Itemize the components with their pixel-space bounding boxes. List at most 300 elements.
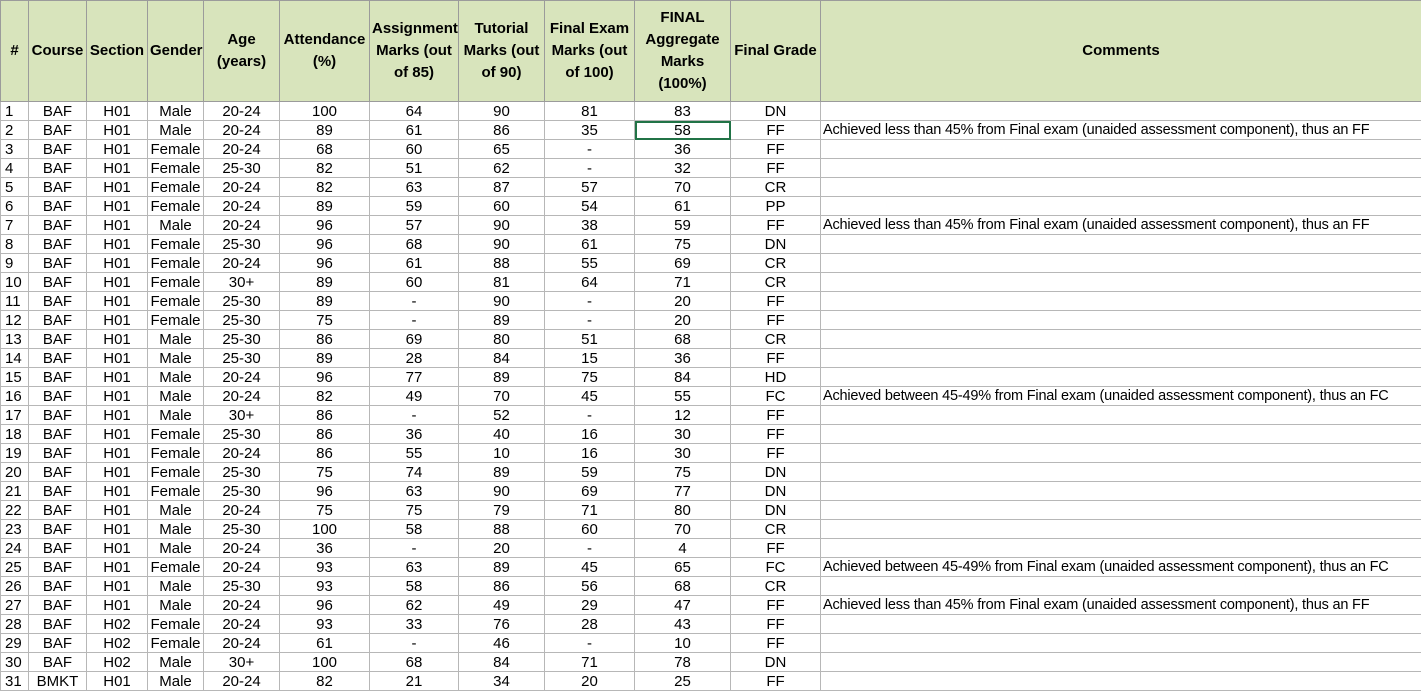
cell-attendance[interactable]: 100 — [280, 653, 370, 672]
cell-aggregate[interactable]: 4 — [635, 539, 731, 558]
cell-grade[interactable]: DN — [731, 102, 821, 121]
cell-no[interactable]: 28 — [1, 615, 29, 634]
cell-age[interactable]: 25-30 — [204, 349, 280, 368]
cell-section[interactable]: H02 — [87, 615, 148, 634]
cell-tutorial[interactable]: 10 — [459, 444, 545, 463]
cell-aggregate[interactable]: 20 — [635, 292, 731, 311]
cell-section[interactable]: H02 — [87, 634, 148, 653]
cell-tutorial[interactable]: 81 — [459, 273, 545, 292]
cell-aggregate[interactable]: 36 — [635, 140, 731, 159]
cell-age[interactable]: 30+ — [204, 653, 280, 672]
cell-tutorial[interactable]: 46 — [459, 634, 545, 653]
cell-assignment[interactable]: - — [370, 311, 459, 330]
cell-course[interactable]: BAF — [29, 406, 87, 425]
cell-aggregate[interactable]: 65 — [635, 558, 731, 577]
cell-grade[interactable]: FC — [731, 558, 821, 577]
cell-comments[interactable] — [821, 444, 1421, 463]
cell-grade[interactable]: FF — [731, 406, 821, 425]
cell-assignment[interactable]: 51 — [370, 159, 459, 178]
cell-attendance[interactable]: 93 — [280, 558, 370, 577]
cell-final-exam[interactable]: 54 — [545, 197, 635, 216]
cell-age[interactable]: 20-24 — [204, 197, 280, 216]
cell-grade[interactable]: FF — [731, 349, 821, 368]
cell-age[interactable]: 20-24 — [204, 368, 280, 387]
cell-assignment[interactable]: 33 — [370, 615, 459, 634]
cell-comments[interactable] — [821, 140, 1421, 159]
cell-attendance[interactable]: 96 — [280, 254, 370, 273]
cell-final-exam[interactable]: 71 — [545, 501, 635, 520]
cell-no[interactable]: 21 — [1, 482, 29, 501]
cell-comments[interactable] — [821, 349, 1421, 368]
cell-aggregate[interactable]: 61 — [635, 197, 731, 216]
cell-no[interactable]: 31 — [1, 672, 29, 691]
cell-comments[interactable] — [821, 197, 1421, 216]
cell-gender[interactable]: Female — [148, 197, 204, 216]
cell-tutorial[interactable]: 88 — [459, 520, 545, 539]
cell-no[interactable]: 26 — [1, 577, 29, 596]
cell-section[interactable]: H01 — [87, 596, 148, 615]
cell-course[interactable]: BAF — [29, 501, 87, 520]
cell-course[interactable]: BAF — [29, 311, 87, 330]
cell-no[interactable]: 19 — [1, 444, 29, 463]
cell-section[interactable]: H01 — [87, 159, 148, 178]
cell-attendance[interactable]: 100 — [280, 102, 370, 121]
cell-tutorial[interactable]: 86 — [459, 121, 545, 140]
cell-no[interactable]: 8 — [1, 235, 29, 254]
cell-final-exam[interactable]: 71 — [545, 653, 635, 672]
cell-final-exam[interactable]: 28 — [545, 615, 635, 634]
cell-section[interactable]: H01 — [87, 102, 148, 121]
cell-assignment[interactable]: - — [370, 292, 459, 311]
cell-assignment[interactable]: 21 — [370, 672, 459, 691]
cell-attendance[interactable]: 93 — [280, 615, 370, 634]
cell-attendance[interactable]: 96 — [280, 235, 370, 254]
cell-final-exam[interactable]: - — [545, 159, 635, 178]
cell-section[interactable]: H01 — [87, 387, 148, 406]
cell-course[interactable]: BAF — [29, 520, 87, 539]
cell-gender[interactable]: Male — [148, 387, 204, 406]
cell-final-exam[interactable]: 29 — [545, 596, 635, 615]
cell-section[interactable]: H01 — [87, 482, 148, 501]
cell-attendance[interactable]: 82 — [280, 178, 370, 197]
cell-section[interactable]: H01 — [87, 501, 148, 520]
header-final-exam[interactable]: Final Exam Marks (out of 100) — [545, 1, 635, 102]
cell-tutorial[interactable]: 40 — [459, 425, 545, 444]
cell-assignment[interactable]: 75 — [370, 501, 459, 520]
cell-no[interactable]: 4 — [1, 159, 29, 178]
cell-aggregate[interactable]: 47 — [635, 596, 731, 615]
cell-assignment[interactable]: 77 — [370, 368, 459, 387]
cell-final-exam[interactable]: 20 — [545, 672, 635, 691]
cell-tutorial[interactable]: 89 — [459, 368, 545, 387]
cell-final-exam[interactable]: 45 — [545, 558, 635, 577]
cell-assignment[interactable]: 49 — [370, 387, 459, 406]
header-grade[interactable]: Final Grade — [731, 1, 821, 102]
cell-age[interactable]: 20-24 — [204, 615, 280, 634]
cell-tutorial[interactable]: 20 — [459, 539, 545, 558]
cell-no[interactable]: 3 — [1, 140, 29, 159]
cell-attendance[interactable]: 89 — [280, 292, 370, 311]
cell-grade[interactable]: FF — [731, 539, 821, 558]
cell-course[interactable]: BAF — [29, 368, 87, 387]
cell-final-exam[interactable]: 61 — [545, 235, 635, 254]
cell-assignment[interactable]: 55 — [370, 444, 459, 463]
cell-aggregate[interactable]: 55 — [635, 387, 731, 406]
cell-attendance[interactable]: 93 — [280, 577, 370, 596]
cell-assignment[interactable]: 68 — [370, 235, 459, 254]
cell-comments[interactable] — [821, 178, 1421, 197]
cell-no[interactable]: 30 — [1, 653, 29, 672]
cell-gender[interactable]: Male — [148, 102, 204, 121]
cell-aggregate[interactable]: 25 — [635, 672, 731, 691]
cell-comments[interactable] — [821, 653, 1421, 672]
cell-gender[interactable]: Male — [148, 653, 204, 672]
cell-tutorial[interactable]: 90 — [459, 235, 545, 254]
cell-section[interactable]: H01 — [87, 444, 148, 463]
cell-aggregate[interactable]: 10 — [635, 634, 731, 653]
cell-age[interactable]: 30+ — [204, 406, 280, 425]
header-gender[interactable]: Gender — [148, 1, 204, 102]
cell-gender[interactable]: Female — [148, 482, 204, 501]
cell-attendance[interactable]: 86 — [280, 425, 370, 444]
cell-aggregate[interactable]: 68 — [635, 330, 731, 349]
cell-attendance[interactable]: 89 — [280, 121, 370, 140]
cell-grade[interactable]: FF — [731, 634, 821, 653]
cell-tutorial[interactable]: 65 — [459, 140, 545, 159]
cell-grade[interactable]: FC — [731, 387, 821, 406]
cell-course[interactable]: BAF — [29, 539, 87, 558]
cell-gender[interactable]: Female — [148, 254, 204, 273]
cell-grade[interactable]: CR — [731, 273, 821, 292]
cell-assignment[interactable]: - — [370, 634, 459, 653]
cell-aggregate[interactable]: 75 — [635, 235, 731, 254]
cell-attendance[interactable]: 82 — [280, 159, 370, 178]
cell-tutorial[interactable]: 34 — [459, 672, 545, 691]
cell-gender[interactable]: Female — [148, 273, 204, 292]
cell-section[interactable]: H01 — [87, 425, 148, 444]
cell-attendance[interactable]: 96 — [280, 216, 370, 235]
cell-age[interactable]: 20-24 — [204, 121, 280, 140]
cell-no[interactable]: 27 — [1, 596, 29, 615]
cell-no[interactable]: 12 — [1, 311, 29, 330]
cell-course[interactable]: BAF — [29, 482, 87, 501]
cell-course[interactable]: BAF — [29, 634, 87, 653]
cell-no[interactable]: 5 — [1, 178, 29, 197]
header-tutorial[interactable]: Tutorial Marks (out of 90) — [459, 1, 545, 102]
cell-comments[interactable] — [821, 520, 1421, 539]
cell-course[interactable]: BAF — [29, 197, 87, 216]
cell-assignment[interactable]: 74 — [370, 463, 459, 482]
cell-comments[interactable] — [821, 634, 1421, 653]
cell-final-exam[interactable]: 51 — [545, 330, 635, 349]
cell-attendance[interactable]: 75 — [280, 311, 370, 330]
cell-aggregate[interactable]: 68 — [635, 577, 731, 596]
cell-age[interactable]: 20-24 — [204, 558, 280, 577]
cell-no[interactable]: 25 — [1, 558, 29, 577]
cell-aggregate[interactable]: 32 — [635, 159, 731, 178]
cell-course[interactable]: BAF — [29, 235, 87, 254]
cell-grade[interactable]: DN — [731, 501, 821, 520]
cell-attendance[interactable]: 86 — [280, 330, 370, 349]
cell-final-exam[interactable]: - — [545, 311, 635, 330]
cell-aggregate[interactable]: 83 — [635, 102, 731, 121]
header-no[interactable]: # — [1, 1, 29, 102]
cell-course[interactable]: BAF — [29, 178, 87, 197]
cell-tutorial[interactable]: 84 — [459, 653, 545, 672]
cell-gender[interactable]: Male — [148, 406, 204, 425]
cell-section[interactable]: H01 — [87, 330, 148, 349]
cell-gender[interactable]: Male — [148, 216, 204, 235]
cell-section[interactable]: H01 — [87, 235, 148, 254]
cell-aggregate[interactable]: 30 — [635, 425, 731, 444]
cell-course[interactable]: BAF — [29, 254, 87, 273]
cell-section[interactable]: H01 — [87, 178, 148, 197]
cell-course[interactable]: BAF — [29, 349, 87, 368]
cell-comments[interactable] — [821, 330, 1421, 349]
cell-no[interactable]: 24 — [1, 539, 29, 558]
cell-gender[interactable]: Female — [148, 444, 204, 463]
cell-gender[interactable]: Female — [148, 311, 204, 330]
cell-assignment[interactable]: - — [370, 406, 459, 425]
cell-grade[interactable]: FF — [731, 121, 821, 140]
cell-grade[interactable]: CR — [731, 330, 821, 349]
cell-comments[interactable]: Achieved between 45-49% from Final exam (unaided assessment component), thus an FC — [821, 387, 1421, 406]
cell-assignment[interactable]: 63 — [370, 482, 459, 501]
cell-attendance[interactable]: 68 — [280, 140, 370, 159]
cell-age[interactable]: 30+ — [204, 273, 280, 292]
cell-assignment[interactable]: 60 — [370, 273, 459, 292]
cell-course[interactable]: BMKT — [29, 672, 87, 691]
cell-gender[interactable]: Male — [148, 368, 204, 387]
cell-gender[interactable]: Male — [148, 501, 204, 520]
cell-course[interactable]: BAF — [29, 216, 87, 235]
cell-comments[interactable] — [821, 577, 1421, 596]
cell-age[interactable]: 20-24 — [204, 444, 280, 463]
cell-gender[interactable]: Female — [148, 159, 204, 178]
cell-assignment[interactable]: 64 — [370, 102, 459, 121]
cell-comments[interactable] — [821, 501, 1421, 520]
cell-gender[interactable]: Male — [148, 520, 204, 539]
cell-age[interactable]: 20-24 — [204, 254, 280, 273]
cell-age[interactable]: 25-30 — [204, 577, 280, 596]
cell-course[interactable]: BAF — [29, 615, 87, 634]
cell-age[interactable]: 25-30 — [204, 425, 280, 444]
cell-comments[interactable] — [821, 368, 1421, 387]
cell-comments[interactable] — [821, 102, 1421, 121]
cell-final-exam[interactable]: 15 — [545, 349, 635, 368]
cell-tutorial[interactable]: 80 — [459, 330, 545, 349]
cell-aggregate[interactable]: 30 — [635, 444, 731, 463]
cell-no[interactable]: 11 — [1, 292, 29, 311]
cell-age[interactable]: 20-24 — [204, 672, 280, 691]
cell-assignment[interactable]: 58 — [370, 520, 459, 539]
cell-comments[interactable]: Achieved less than 45% from Final exam (unaided assessment component), thus an FF — [821, 216, 1421, 235]
cell-aggregate[interactable]: 12 — [635, 406, 731, 425]
cell-comments[interactable] — [821, 311, 1421, 330]
cell-section[interactable]: H01 — [87, 121, 148, 140]
cell-attendance[interactable]: 96 — [280, 368, 370, 387]
cell-tutorial[interactable]: 84 — [459, 349, 545, 368]
cell-course[interactable]: BAF — [29, 273, 87, 292]
cell-course[interactable]: BAF — [29, 330, 87, 349]
cell-grade[interactable]: DN — [731, 235, 821, 254]
cell-grade[interactable]: CR — [731, 178, 821, 197]
cell-tutorial[interactable]: 89 — [459, 558, 545, 577]
cell-age[interactable]: 20-24 — [204, 140, 280, 159]
cell-final-exam[interactable]: 59 — [545, 463, 635, 482]
cell-tutorial[interactable]: 88 — [459, 254, 545, 273]
cell-course[interactable]: BAF — [29, 121, 87, 140]
cell-assignment[interactable]: 69 — [370, 330, 459, 349]
cell-gender[interactable]: Female — [148, 558, 204, 577]
cell-final-exam[interactable]: 38 — [545, 216, 635, 235]
cell-attendance[interactable]: 86 — [280, 406, 370, 425]
cell-final-exam[interactable]: 60 — [545, 520, 635, 539]
cell-grade[interactable]: HD — [731, 368, 821, 387]
cell-course[interactable]: BAF — [29, 596, 87, 615]
cell-comments[interactable] — [821, 159, 1421, 178]
cell-aggregate[interactable]: 43 — [635, 615, 731, 634]
cell-course[interactable]: BAF — [29, 292, 87, 311]
cell-final-exam[interactable]: 35 — [545, 121, 635, 140]
cell-aggregate[interactable]: 75 — [635, 463, 731, 482]
cell-comments[interactable] — [821, 235, 1421, 254]
cell-age[interactable]: 25-30 — [204, 235, 280, 254]
cell-tutorial[interactable]: 89 — [459, 463, 545, 482]
cell-attendance[interactable]: 82 — [280, 387, 370, 406]
cell-tutorial[interactable]: 52 — [459, 406, 545, 425]
cell-age[interactable]: 25-30 — [204, 311, 280, 330]
cell-age[interactable]: 25-30 — [204, 520, 280, 539]
cell-tutorial[interactable]: 62 — [459, 159, 545, 178]
cell-section[interactable]: H01 — [87, 197, 148, 216]
cell-aggregate[interactable]: 71 — [635, 273, 731, 292]
cell-section[interactable]: H01 — [87, 368, 148, 387]
cell-course[interactable]: BAF — [29, 140, 87, 159]
cell-comments[interactable] — [821, 406, 1421, 425]
cell-tutorial[interactable]: 60 — [459, 197, 545, 216]
cell-tutorial[interactable]: 89 — [459, 311, 545, 330]
cell-attendance[interactable]: 89 — [280, 197, 370, 216]
cell-attendance[interactable]: 75 — [280, 463, 370, 482]
cell-section[interactable]: H01 — [87, 463, 148, 482]
cell-no[interactable]: 2 — [1, 121, 29, 140]
cell-assignment[interactable]: 62 — [370, 596, 459, 615]
cell-grade[interactable]: FF — [731, 216, 821, 235]
cell-grade[interactable]: FF — [731, 596, 821, 615]
cell-assignment[interactable]: 28 — [370, 349, 459, 368]
cell-comments[interactable] — [821, 292, 1421, 311]
cell-attendance[interactable]: 75 — [280, 501, 370, 520]
cell-section[interactable]: H01 — [87, 292, 148, 311]
cell-comments[interactable] — [821, 672, 1421, 691]
cell-assignment[interactable]: 59 — [370, 197, 459, 216]
cell-attendance[interactable]: 100 — [280, 520, 370, 539]
cell-assignment[interactable]: 58 — [370, 577, 459, 596]
cell-section[interactable]: H01 — [87, 520, 148, 539]
cell-no[interactable]: 18 — [1, 425, 29, 444]
cell-gender[interactable]: Male — [148, 349, 204, 368]
cell-grade[interactable]: CR — [731, 577, 821, 596]
cell-age[interactable]: 20-24 — [204, 596, 280, 615]
cell-tutorial[interactable]: 87 — [459, 178, 545, 197]
cell-final-exam[interactable]: 56 — [545, 577, 635, 596]
cell-section[interactable]: H01 — [87, 254, 148, 273]
cell-aggregate[interactable]: 70 — [635, 178, 731, 197]
cell-tutorial[interactable]: 49 — [459, 596, 545, 615]
cell-no[interactable]: 17 — [1, 406, 29, 425]
header-age[interactable]: Age (years) — [204, 1, 280, 102]
cell-final-exam[interactable]: 64 — [545, 273, 635, 292]
cell-age[interactable]: 25-30 — [204, 330, 280, 349]
cell-assignment[interactable]: 63 — [370, 558, 459, 577]
cell-course[interactable]: BAF — [29, 558, 87, 577]
cell-tutorial[interactable]: 90 — [459, 292, 545, 311]
cell-attendance[interactable]: 96 — [280, 482, 370, 501]
cell-age[interactable]: 20-24 — [204, 387, 280, 406]
cell-no[interactable]: 16 — [1, 387, 29, 406]
cell-comments[interactable] — [821, 254, 1421, 273]
cell-gender[interactable]: Female — [148, 140, 204, 159]
cell-assignment[interactable]: 63 — [370, 178, 459, 197]
cell-gender[interactable]: Male — [148, 577, 204, 596]
cell-gender[interactable]: Male — [148, 121, 204, 140]
cell-aggregate[interactable]: 78 — [635, 653, 731, 672]
cell-course[interactable]: BAF — [29, 577, 87, 596]
cell-section[interactable]: H01 — [87, 539, 148, 558]
header-section[interactable]: Section — [87, 1, 148, 102]
header-attendance[interactable]: Attendance (%) — [280, 1, 370, 102]
cell-comments[interactable]: Achieved less than 45% from Final exam (unaided assessment component), thus an FF — [821, 121, 1421, 140]
cell-section[interactable]: H02 — [87, 653, 148, 672]
cell-final-exam[interactable]: - — [545, 140, 635, 159]
cell-section[interactable]: H01 — [87, 406, 148, 425]
cell-attendance[interactable]: 86 — [280, 444, 370, 463]
cell-attendance[interactable]: 96 — [280, 596, 370, 615]
cell-age[interactable]: 20-24 — [204, 102, 280, 121]
cell-assignment[interactable]: - — [370, 539, 459, 558]
cell-section[interactable]: H01 — [87, 558, 148, 577]
cell-tutorial[interactable]: 86 — [459, 577, 545, 596]
cell-grade[interactable]: FF — [731, 672, 821, 691]
cell-course[interactable]: BAF — [29, 463, 87, 482]
cell-aggregate[interactable]: 84 — [635, 368, 731, 387]
cell-comments[interactable]: Achieved between 45-49% from Final exam (unaided assessment component), thus an FC — [821, 558, 1421, 577]
cell-assignment[interactable]: 57 — [370, 216, 459, 235]
cell-aggregate[interactable]: 20 — [635, 311, 731, 330]
cell-grade[interactable]: FF — [731, 140, 821, 159]
cell-grade[interactable]: FF — [731, 159, 821, 178]
cell-tutorial[interactable]: 70 — [459, 387, 545, 406]
cell-age[interactable]: 20-24 — [204, 216, 280, 235]
cell-aggregate[interactable]: 59 — [635, 216, 731, 235]
cell-section[interactable]: H01 — [87, 216, 148, 235]
cell-final-exam[interactable]: 16 — [545, 444, 635, 463]
header-assignment[interactable]: Assignment Marks (out of 85) — [370, 1, 459, 102]
cell-final-exam[interactable]: 55 — [545, 254, 635, 273]
cell-comments[interactable] — [821, 273, 1421, 292]
cell-no[interactable]: 20 — [1, 463, 29, 482]
cell-course[interactable]: BAF — [29, 425, 87, 444]
cell-no[interactable]: 10 — [1, 273, 29, 292]
cell-final-exam[interactable]: - — [545, 634, 635, 653]
cell-tutorial[interactable]: 79 — [459, 501, 545, 520]
cell-aggregate[interactable]: 80 — [635, 501, 731, 520]
cell-attendance[interactable]: 61 — [280, 634, 370, 653]
cell-grade[interactable]: CR — [731, 254, 821, 273]
cell-comments[interactable] — [821, 425, 1421, 444]
cell-course[interactable]: BAF — [29, 653, 87, 672]
